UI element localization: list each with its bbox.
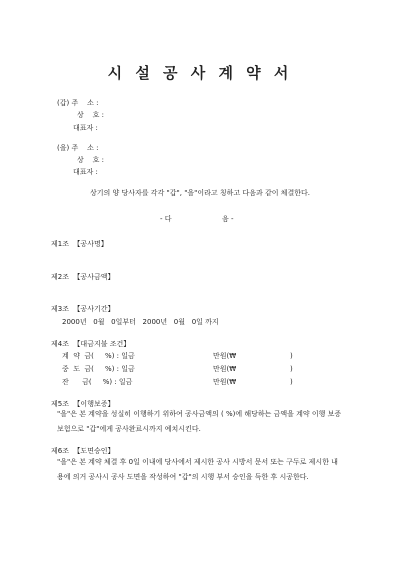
article-3-period: 2000년 0월 0일부터 2000년 0월 0일 까지 bbox=[62, 318, 219, 326]
payment-row-close: ) bbox=[290, 378, 293, 386]
intro-text: 상기의 양 당사자를 각각 "갑", "을"이라고 칭하고 다음과 같이 체결한다. bbox=[90, 189, 310, 197]
article-5-text: "을"은 본 계약을 성실히 이행하기 위하여 공사금액의 ( %)에 해당하는 금액을 계약 이행 보증보험으로 "갑"에게 공사완료시까지 예치시킨다. bbox=[57, 410, 342, 433]
article-1-heading: 제1조 【공사명】 bbox=[51, 240, 108, 248]
party-b-rep-label: 대표자 : bbox=[73, 168, 98, 176]
payment-row-won: 만원(₩ bbox=[213, 352, 237, 360]
heading-eum: 음 - bbox=[222, 215, 234, 223]
heading-da: - 다 bbox=[160, 215, 172, 223]
article-3-heading: 제3조 【공사기간】 bbox=[51, 305, 115, 313]
article-6-text: "을"은 본 계약 체결 후 0일 이내에 당사에서 제시한 공사 시방서 문서 또는 구두로 제시한 내용에 의거 공사시 공사 도면을 작성하여 "갑"의 시행 부서 승인을 득한 후 시공한다. bbox=[57, 458, 338, 481]
party-a-address-label: (갑) 주 소 : bbox=[57, 99, 99, 107]
document-title: 시 설 공 사 계 약 서 bbox=[107, 64, 293, 82]
party-b-address-label: (을) 주 소 : bbox=[57, 144, 99, 152]
article-6-heading: 제6조 【도면승인】 bbox=[51, 447, 115, 455]
payment-row-close: ) bbox=[290, 365, 293, 373]
article-2-heading: 제2조 【공사금액】 bbox=[51, 273, 115, 281]
payment-row-close: ) bbox=[290, 352, 293, 360]
payment-row-label: 계 약 금( %) : 일금 bbox=[62, 352, 135, 360]
payment-row-won: 만원(₩ bbox=[213, 365, 237, 373]
payment-row-label: 중 도 금( %) : 일금 bbox=[62, 365, 135, 373]
party-a-name-label: 상 호 : bbox=[77, 111, 105, 119]
party-b-name-label: 상 호 : bbox=[77, 156, 105, 164]
article-4-heading: 제4조 【대금지불 조건】 bbox=[51, 340, 131, 348]
article-5-heading: 제5조 【이행보증】 bbox=[51, 400, 115, 408]
party-a-rep-label: 대표자 : bbox=[73, 124, 98, 132]
payment-row-label: 잔 금( %) : 일금 bbox=[62, 378, 133, 386]
payment-row-won: 만원(₩ bbox=[213, 378, 237, 386]
